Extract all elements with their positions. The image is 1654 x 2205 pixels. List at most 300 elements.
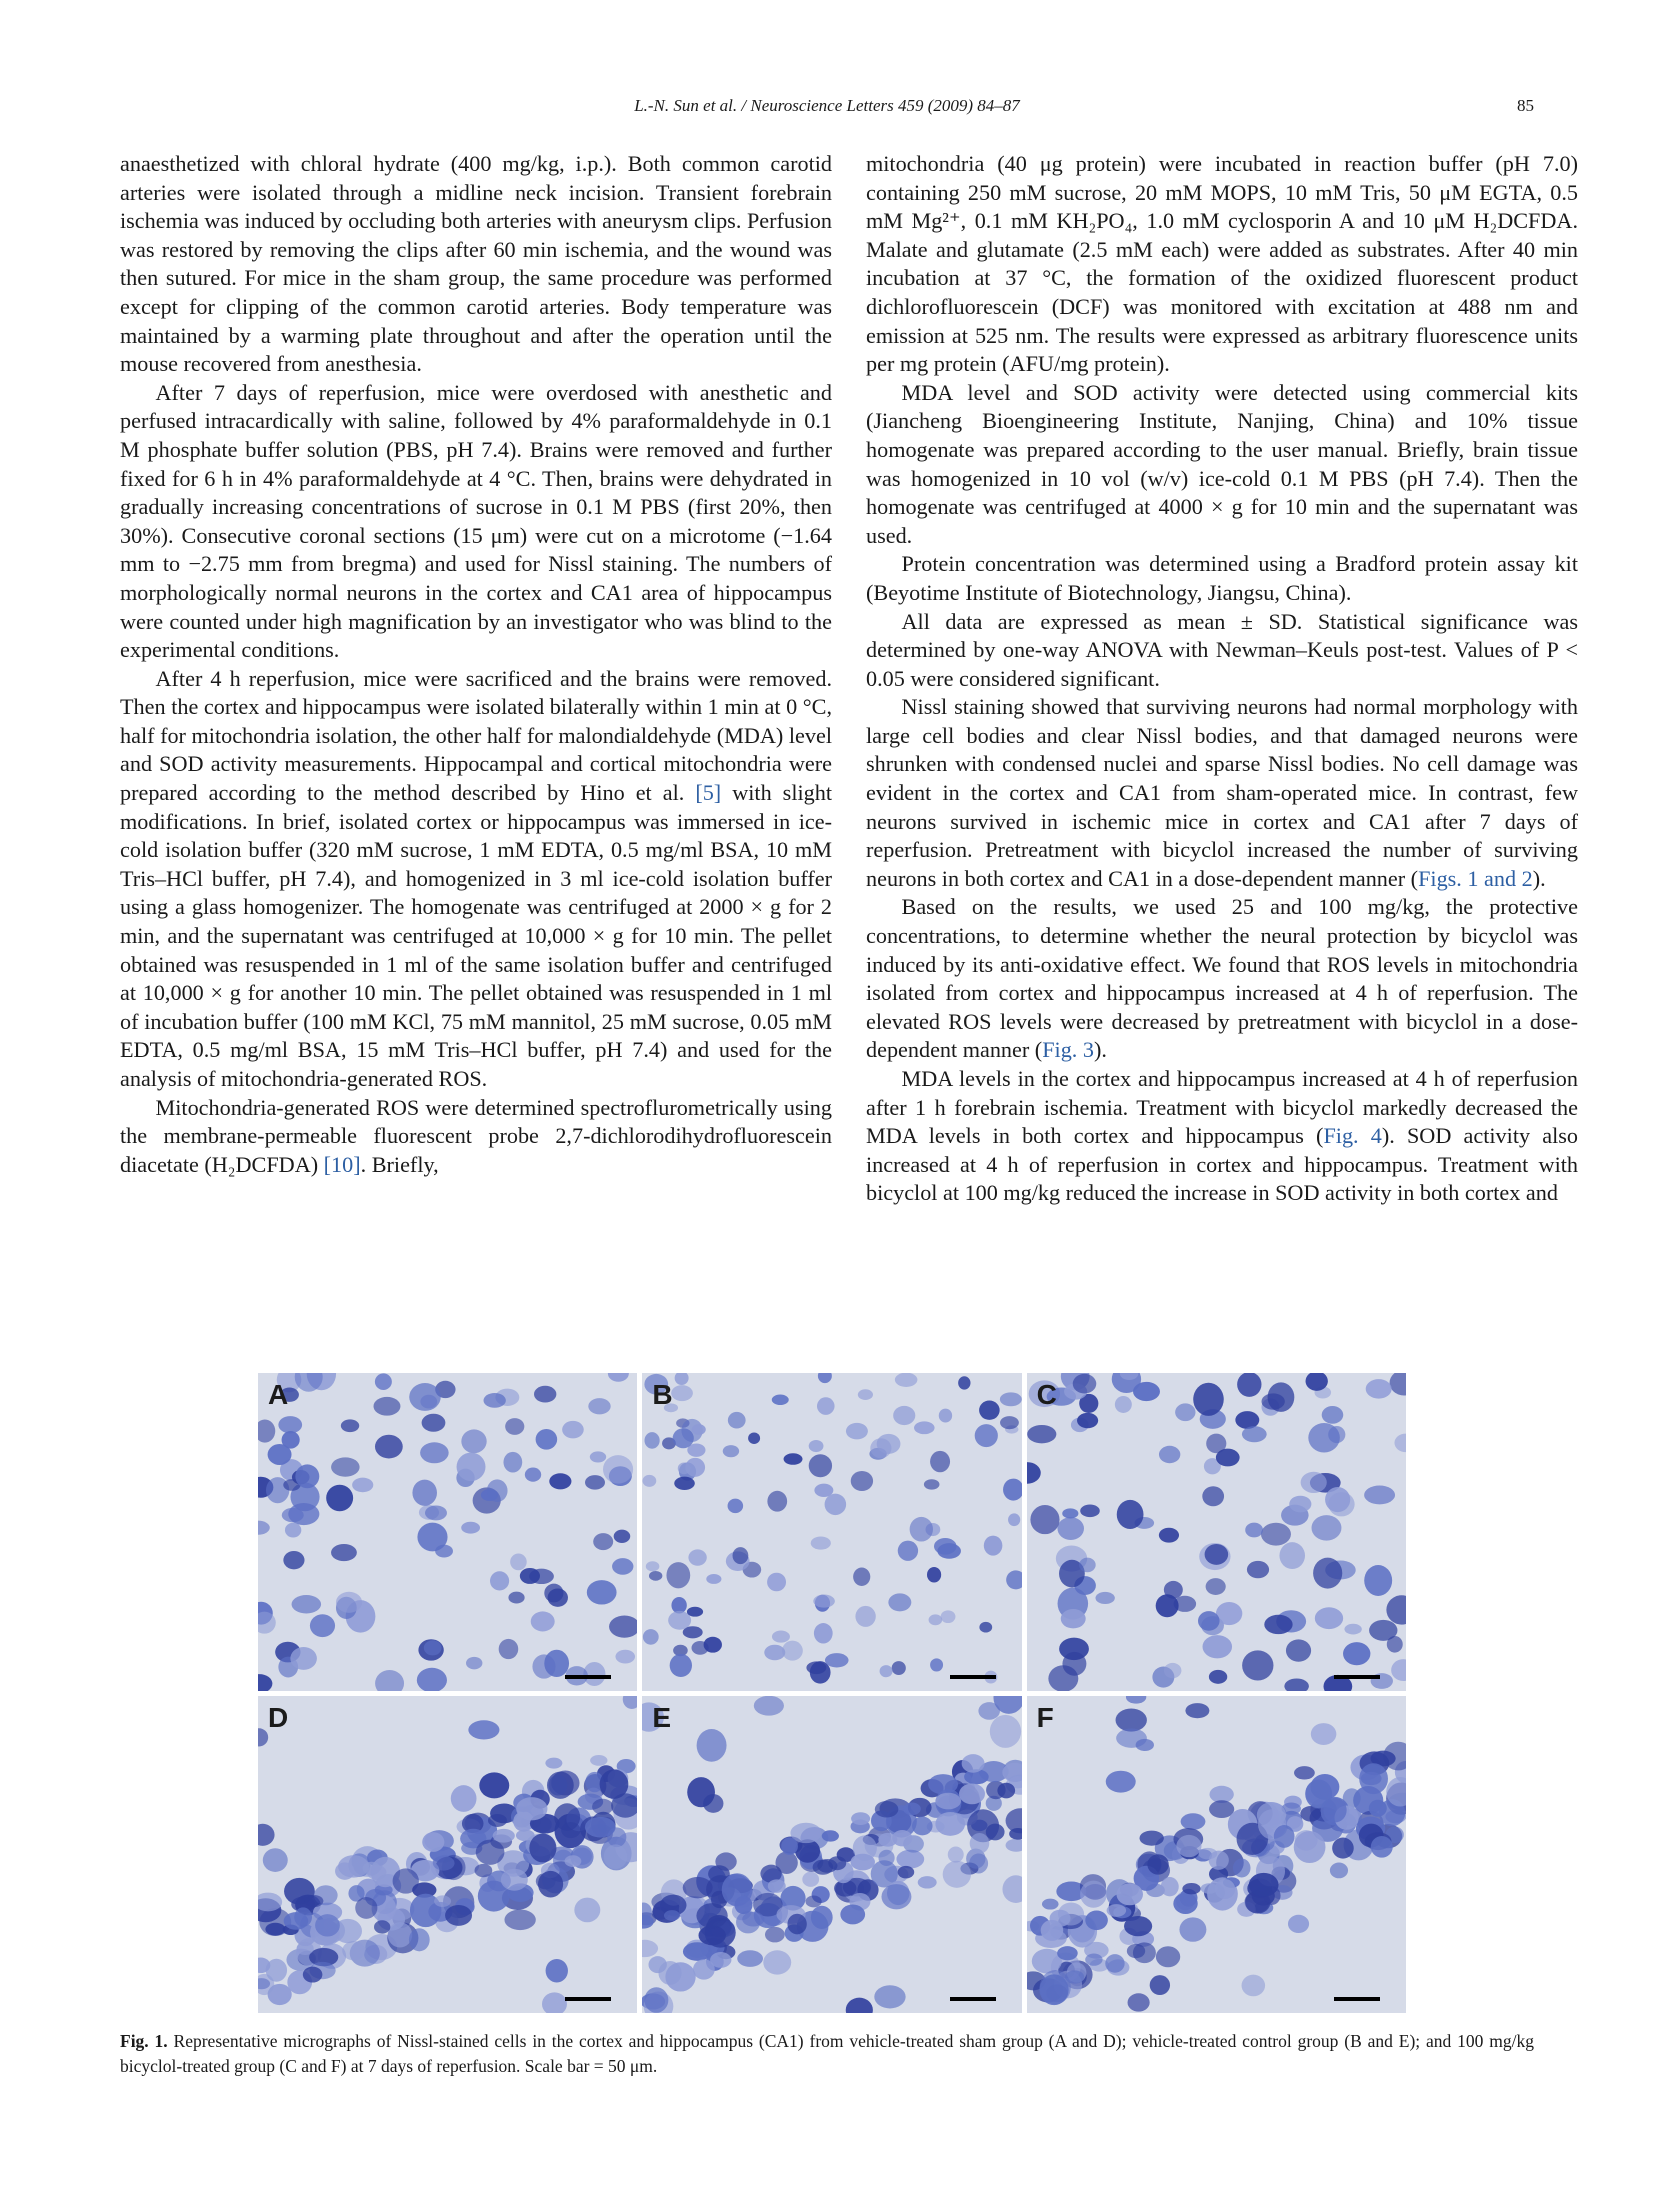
- stained-cell: [587, 1580, 617, 1604]
- stained-cell: [809, 1440, 824, 1452]
- stained-cell: [475, 1863, 493, 1876]
- stained-cell: [764, 1950, 792, 1974]
- stained-cell: [510, 1553, 527, 1570]
- micrograph-panel-c: [1027, 1373, 1406, 1691]
- paragraph-text: Nissl staining showed that surviving neurons had normal morphology with large cell bodies and clear Nissl bodies, and that damaged neurons were shrunken with condensed nuclei and sparse Nissl bodies. No cell damage was evident in the cortex and CA1 from sham-operated mice. In contrast, few neurons survived in ischemic mice in cortex and CA1 after 7 days of reperfusion. Pretreatment with bicyclol increased the number of surviving neurons in both cortex and CA1 in a dose-dependent manner (: [866, 694, 1578, 891]
- stained-cell: [1085, 1953, 1102, 1965]
- stained-cell: [375, 1435, 403, 1459]
- citation-link[interactable]: [10]: [323, 1151, 361, 1177]
- running-title: L.-N. Sun et al. / Neuroscience Letters 459 (2009) 84–87: [634, 96, 1020, 115]
- micrograph-image: [258, 1696, 637, 2014]
- stained-cell: [615, 1650, 635, 1664]
- scale-bar: [950, 1675, 996, 1679]
- stained-cell: [768, 1491, 788, 1512]
- stained-cell: [374, 1920, 390, 1933]
- stained-cell: [1359, 1763, 1388, 1794]
- stained-cell: [643, 1629, 659, 1645]
- stained-cell: [692, 1424, 706, 1435]
- micrograph-panel-a: [258, 1373, 637, 1691]
- stained-cell: [846, 1423, 868, 1440]
- stained-cell: [735, 1895, 753, 1913]
- stained-cell: [825, 1494, 847, 1515]
- stained-cell: [817, 1397, 835, 1415]
- stained-cell: [265, 1922, 285, 1935]
- stained-cell: [1343, 1642, 1370, 1665]
- stained-cell: [924, 1479, 940, 1489]
- stained-cell: [1164, 1663, 1182, 1678]
- stained-cell: [877, 1434, 901, 1454]
- stained-cell: [331, 1457, 360, 1476]
- stained-cell: [284, 1912, 309, 1930]
- stained-cell: [425, 1505, 447, 1520]
- stained-cell: [434, 1895, 451, 1907]
- stained-cell: [772, 1395, 789, 1406]
- stained-cell: [687, 1607, 703, 1617]
- stained-cell: [892, 1829, 912, 1845]
- stained-cell: [1330, 1862, 1348, 1878]
- stained-cell: [1147, 1854, 1168, 1874]
- stained-cell: [643, 1475, 657, 1487]
- stained-cell: [529, 1833, 556, 1862]
- stained-cell: [1241, 1974, 1265, 1996]
- stained-cell: [1027, 1425, 1056, 1443]
- stained-cell: [412, 1480, 437, 1506]
- stained-cell: [768, 1879, 786, 1893]
- micrograph-panel-d: [258, 1696, 637, 2014]
- stained-cell: [1368, 1799, 1386, 1816]
- stained-cell: [352, 1478, 373, 1493]
- stained-cell: [1175, 1403, 1195, 1421]
- stained-cell: [1149, 1975, 1169, 1995]
- stained-cell: [728, 1499, 744, 1514]
- stained-cell: [538, 1870, 563, 1897]
- stained-cell: [697, 1728, 727, 1761]
- stained-cell: [1179, 1917, 1206, 1941]
- stained-cell: [505, 1418, 524, 1435]
- stained-cell: [1204, 1544, 1228, 1565]
- paragraph-text: ). SOD activity also increased at 4 h of reperfusion in cortex and hippocampus. Treatment with bicyclol at 100 mg/kg reduced the increase in SOD activity in both cortex and: [866, 1123, 1578, 1206]
- stained-cell: [671, 1385, 693, 1401]
- stained-cell: [1245, 1523, 1263, 1538]
- stained-cell: [1286, 1639, 1311, 1661]
- stained-cell: [664, 1910, 680, 1921]
- stained-cell: [278, 1416, 302, 1433]
- stained-cell: [903, 1802, 921, 1815]
- stained-cell: [487, 1479, 508, 1502]
- stained-cell: [1173, 1892, 1197, 1913]
- stained-cell: [409, 1928, 430, 1951]
- paragraph: [120, 665, 832, 1094]
- stained-cell: [970, 1833, 990, 1854]
- stained-cell: [292, 1595, 322, 1613]
- stained-cell: [895, 1373, 918, 1387]
- stained-cell: [675, 1477, 696, 1490]
- stained-cell: [880, 1665, 893, 1677]
- stained-cell: [1182, 1883, 1200, 1894]
- stained-cell: [723, 1445, 739, 1457]
- stained-cell: [659, 1961, 682, 1985]
- stained-cell: [934, 1538, 957, 1555]
- stained-cell: [1321, 1406, 1343, 1424]
- paragraph-text: . Briefly,: [360, 1151, 439, 1177]
- stained-cell: [1072, 1374, 1096, 1394]
- stained-cell: [912, 1816, 933, 1835]
- stained-cell: [1206, 1434, 1226, 1454]
- stained-cell: [765, 1926, 785, 1942]
- stained-cell: [875, 1985, 906, 2008]
- paragraph: [120, 379, 832, 665]
- stained-cell: [355, 1897, 377, 1919]
- stained-cell: [980, 1622, 993, 1633]
- stained-cell: [930, 1451, 950, 1472]
- stained-cell: [445, 1905, 472, 1926]
- stained-cell: [851, 1812, 870, 1825]
- stained-cell: [1308, 1423, 1340, 1453]
- stained-cell: [409, 1383, 441, 1411]
- stained-cell: [263, 1848, 288, 1872]
- stained-cell: [283, 1551, 304, 1569]
- stained-cell: [743, 1911, 765, 1926]
- stained-cell: [936, 1811, 966, 1835]
- paragraph-text: with slight modifications. In brief, isolated cortex or hippocampus was immersed in ice-cold isolation buffer (320 mM sucrose, 1 mM EDTA, 0.5 mg/ml BSA, 10 mM Tris–HCl buffer, pH 7.4), and homogenized in 3 ml ice-cold isolation buffer using a glass homogenizer. The homogenate was centrifuged at 2000 × g for 2 min, and the supernatant was centrifuged at 10,000 × g for 10 min. The pellet obtained was resuspended in 1 ml of the same isolation buffer and centrifuged at 10,000 × g for another 10 min. The pellet obtained was resuspended in 1 ml of incubation buffer (100 mM KCl, 75 mM mannitol, 25 mM sucrose, 0.05 mM EDTA, 0.5 mg/ml BSA, 15 mM Tris–HCl buffer, pH 7.4) and used for the analysis of mitochondria-generated ROS.: [120, 780, 833, 1091]
- stained-cell: [479, 1772, 509, 1798]
- stained-cell: [373, 1397, 400, 1416]
- stained-cell: [948, 1846, 964, 1862]
- stained-cell: [546, 1958, 568, 1981]
- stained-cell: [699, 1925, 726, 1945]
- stained-cell: [476, 1839, 505, 1864]
- left-column: [120, 150, 832, 1179]
- stained-cell: [1065, 1970, 1084, 1983]
- stained-cell: [1209, 1800, 1234, 1818]
- stained-cell: [593, 1533, 613, 1550]
- stained-cell: [1202, 1486, 1224, 1506]
- stained-cell: [918, 1876, 937, 1888]
- panel-label: E: [652, 1701, 672, 1733]
- stained-cell: [1300, 1472, 1326, 1493]
- stained-cell: [683, 1942, 712, 1961]
- stained-cell: [290, 1647, 317, 1670]
- paragraph: anaesthetized with chloral hydrate (400 mg/kg, i.p.). Both common carotid arteries were isolated through a midline neck incision. Transient forebrain ischemia was induced by occluding both arteries with aneurysm clips. Perfusion was restored by removing the clips after 60 min ischemia, and the wound was then sutured. For mice in the sham group, the same procedure was performed except for clipping of the common carotid arteries. Body temperature was maintained by a warming plate throughout and after the operation until the mouse recovered from anesthesia.: [120, 151, 832, 377]
- stained-cell: [882, 1884, 912, 1909]
- stained-cell: [809, 1454, 832, 1477]
- stained-cell: [1261, 1523, 1291, 1546]
- scale-bar: [1334, 1997, 1380, 2001]
- stained-cell: [1139, 1830, 1163, 1845]
- stained-cell: [1242, 1426, 1267, 1442]
- stained-cell: [585, 1475, 605, 1490]
- stained-cell: [1323, 1797, 1346, 1822]
- stained-cell: [1085, 1910, 1108, 1930]
- figure-micrographs: [258, 1373, 1406, 2013]
- stained-cell: [645, 1987, 669, 2012]
- stained-cell: [772, 1631, 790, 1643]
- paragraph: [866, 1065, 1578, 1208]
- stained-cell: [941, 1610, 956, 1623]
- paragraph: All data are expressed as mean ± SD. Statistical significance was determined by one-way ANOVA with Newman–Keuls post-test. Values of P < 0.05 were considered significant.: [866, 608, 1578, 691]
- stained-cell: [433, 1855, 455, 1870]
- stained-cell: [818, 1858, 838, 1872]
- stained-cell: [1325, 1487, 1350, 1512]
- stained-cell: [788, 1913, 807, 1934]
- stained-cell: [1205, 1578, 1225, 1595]
- stained-cell: [1288, 1914, 1309, 1932]
- stained-cell: [683, 1876, 713, 1897]
- stained-cell: [420, 1442, 449, 1463]
- stained-cell: [990, 1714, 1021, 1747]
- stained-cell: [422, 1832, 444, 1852]
- stained-cell: [1116, 1883, 1143, 1905]
- stained-cell: [561, 1822, 580, 1838]
- stained-cell: [1176, 1834, 1201, 1856]
- stained-cell: [707, 1574, 722, 1584]
- stained-cell: [1116, 1500, 1143, 1529]
- stained-cell: [689, 1549, 707, 1565]
- stained-cell: [811, 1905, 833, 1928]
- stained-cell: [565, 1855, 582, 1867]
- stained-cell: [670, 1654, 692, 1677]
- stained-cell: [534, 1386, 556, 1403]
- stained-cell: [1314, 1607, 1342, 1629]
- stained-cell: [853, 1568, 870, 1586]
- stained-cell: [336, 1592, 362, 1613]
- stained-cell: [1313, 1558, 1342, 1589]
- stained-cell: [466, 1657, 482, 1670]
- stained-cell: [1233, 1858, 1251, 1877]
- stained-cell: [1242, 1650, 1273, 1680]
- stained-cell: [417, 1523, 447, 1552]
- stained-cell: [1289, 1496, 1311, 1513]
- scale-bar: [1334, 1675, 1380, 1679]
- stained-cell: [1077, 1413, 1098, 1428]
- paragraph: mitochondria (40 μg protein) were incubated in reaction buffer (pH 7.0) containing 250 mM sucrose, 20 mM MOPS, 10 mM Tris, 50 μM EGTA, 0.5 mM Mg²⁺, 0.1 mM KH₂PO₄, 1.0 mM cyclosporin A and 10 μM H₂DCFDA. Malate and glutamate (2.5 mM each) were added as substrates. After 40 min incubation at 37 °C, the formation of the oxidized fluorescent product dichlorofluorescein (DCF) was monitored with excitation at 488 nm and emission at 525 nm. The results were expressed as arbitrary fluorescence units per mg protein (AFU/mg protein).: [866, 151, 1578, 377]
- stained-cell: [1160, 1876, 1178, 1895]
- caption-text: Representative micrographs of Nissl-stained cells in the cortex and hippocampus (CA1) from vehicle-treated sham group (A and D); vehicle-treated control group (B and E); and 100 mg/kg bicyclol-treated group (C and F) at 7 days of reperfusion. Scale bar = 50 μm.: [120, 2031, 1534, 2076]
- stained-cell: [803, 1871, 820, 1886]
- stained-cell: [856, 1606, 876, 1627]
- stained-cell: [508, 1592, 524, 1604]
- stained-cell: [1364, 1565, 1392, 1596]
- stained-cell: [590, 1451, 606, 1462]
- stained-cell: [1247, 1561, 1269, 1578]
- stained-cell: [781, 1837, 798, 1855]
- stained-cell: [814, 1595, 836, 1608]
- stained-cell: [959, 1783, 985, 1804]
- stained-cell: [303, 1966, 323, 1982]
- micrograph-panel-b: [642, 1373, 1021, 1691]
- stained-cell: [892, 1661, 906, 1675]
- citation-link[interactable]: [5]: [695, 780, 722, 806]
- stained-cell: [1185, 1703, 1209, 1718]
- stained-cell: [697, 1903, 728, 1928]
- paragraph-text: MDA levels in the cortex and hippocampus increased at 4 h of reperfusion after 1 h forebrain ischemia. Treatment with bicyclol markedly decreased the MDA levels in both cortex and hippocampus (: [866, 1066, 1578, 1149]
- stained-cell: [984, 1536, 1003, 1556]
- stained-cell: [375, 1373, 392, 1390]
- stained-cell: [516, 1797, 547, 1820]
- stained-cell: [1193, 1383, 1224, 1416]
- paragraph: MDA level and SOD activity were detected using commercial kits (Jiancheng Bioengineering Institute, Nanjing, China) and 10% tissue homogenate was prepared according to the user manual. Briefly, brain tissue was homogenized in 10 vol (w/v) ice-cold 0.1 M PBS (pH 7.4). Then the homogenate was centrifuged at 4000 × g for 10 min and the supernatant was used.: [866, 379, 1578, 548]
- stained-cell: [929, 1614, 943, 1625]
- stained-cell: [549, 1473, 571, 1489]
- figure-link[interactable]: Figs. 1 and 2: [1418, 865, 1533, 891]
- micrograph-panel-e: [642, 1696, 1021, 2014]
- stained-cell: [1164, 1581, 1183, 1599]
- stained-cell: [1311, 1515, 1341, 1540]
- stained-cell: [738, 1950, 764, 1967]
- stained-cell: [1008, 1513, 1020, 1526]
- stained-cell: [703, 1794, 723, 1813]
- paragraph-text: After 4 h reperfusion, mice were sacrificed and the brains were removed. Then the cortex and hippocampus were isolated bilaterally within 1 min at 0 °C, half for mitochondria isolation, the other half for malondialdehyde (MDA) level and SOD activity measurements. Hippocampal and cortical mitochondria were prepared according to the method described by Hino et al.: [120, 665, 832, 806]
- stained-cell: [898, 1865, 915, 1878]
- stained-cell: [1202, 1635, 1232, 1658]
- page-number: 85: [1517, 96, 1534, 115]
- stained-cell: [646, 1561, 660, 1571]
- stained-cell: [782, 1641, 803, 1661]
- stained-cell: [767, 1573, 786, 1592]
- stained-cell: [532, 1654, 555, 1678]
- stained-cell: [1364, 1486, 1395, 1505]
- stained-cell: [1279, 1542, 1305, 1569]
- paragraph-text: After 7 days of reperfusion, mice were overdosed with anesthetic and perfused intracardically with saline, followed by 4% paraformaldehyde in 0.1 M phosphate buffer solution (PBS, pH 7.4). Brains were removed and further fixed for 6 h in 4% paraformaldehyde at 4 °C. Then, brains were dehydrated in gradually increasing concentrations of sucrose in 0.1 M PBS (first 20%, then 30%). Consecutive coronal sections (15 μm) were cut on a microtome (−1.64 mm to −2.75 mm from bregma) and used for Nissl staining. The numbers of morphologically normal neurons in the cortex and CA1 area of hippocampus were counted under high magnification by an investigator who was blind to the experimental conditions.: [120, 379, 832, 663]
- stained-cell: [1237, 1373, 1261, 1397]
- paragraph-text: ).: [1094, 1037, 1107, 1063]
- stained-cell: [1294, 1766, 1315, 1779]
- micrograph-image: [642, 1373, 1021, 1691]
- stained-cell: [547, 1771, 574, 1798]
- stained-cell: [678, 1462, 691, 1474]
- stained-cell: [1248, 1872, 1278, 1896]
- scale-bar: [565, 1997, 611, 2001]
- stained-cell: [1216, 1602, 1242, 1625]
- paragraph: [120, 1094, 832, 1180]
- stained-cell: [493, 1828, 515, 1842]
- stained-cell: [1133, 1382, 1160, 1401]
- stained-cell: [710, 1952, 731, 1968]
- stained-cell: [393, 1868, 419, 1893]
- stained-cell: [525, 1468, 541, 1482]
- stained-cell: [614, 1530, 631, 1543]
- stained-cell: [1106, 1904, 1126, 1917]
- micrograph-panel-f: [1027, 1696, 1406, 2014]
- stained-cell: [733, 1547, 749, 1564]
- micrograph-image: [258, 1373, 637, 1691]
- stained-cell: [667, 1562, 691, 1588]
- paragraph: [866, 893, 1578, 1065]
- stained-cell: [1040, 1919, 1063, 1940]
- stained-cell: [1208, 1850, 1228, 1869]
- stained-cell: [282, 1508, 304, 1522]
- figure-caption: [120, 2029, 1534, 2079]
- stained-cell: [545, 1757, 562, 1768]
- stained-cell: [1115, 1708, 1146, 1731]
- stained-cell: [1030, 1505, 1059, 1534]
- panel-label: B: [652, 1379, 673, 1410]
- stained-cell: [590, 1755, 607, 1766]
- stained-cell: [893, 1406, 915, 1425]
- stained-cell: [1264, 1615, 1292, 1634]
- stained-cell: [266, 1958, 287, 1981]
- stained-cell: [1116, 1728, 1147, 1747]
- stained-cell: [295, 1464, 319, 1488]
- stained-cell: [975, 1424, 998, 1447]
- stained-cell: [604, 1844, 628, 1869]
- stained-cell: [341, 1419, 359, 1432]
- stained-cell: [468, 1720, 499, 1739]
- paragraph-text: ).: [1532, 865, 1546, 891]
- stained-cell: [962, 1754, 985, 1773]
- stained-cell: [815, 1484, 834, 1497]
- scale-bar: [950, 1997, 996, 2001]
- stained-cell: [315, 1914, 340, 1936]
- stained-cell: [1039, 1974, 1068, 2005]
- stained-cell: [1105, 1770, 1135, 1792]
- stained-cell: [484, 1393, 506, 1408]
- stained-cell: [588, 1398, 610, 1414]
- stained-cell: [645, 1432, 660, 1449]
- stained-cell: [1080, 1880, 1107, 1907]
- stained-cell: [422, 1414, 446, 1432]
- panel-label: D: [268, 1701, 289, 1733]
- stained-cell: [1198, 1611, 1220, 1631]
- stained-cell: [914, 1421, 935, 1434]
- stained-cell: [875, 1800, 899, 1817]
- paragraph-text: Based on the results, we used 25 and 100 mg/kg, the protective concentrations, to determine whether the neural protection by bicyclol was induced by its anti-oxidative effect. We found that ROS levels in mitochondria isolated from cortex and hippocampus increased at 4 h of reperfusion. The elevated ROS levels were decreased by pretreatment with bicyclol in a dose-dependent manner (: [866, 894, 1578, 1063]
- stained-cell: [889, 1593, 912, 1611]
- stained-cell: [592, 1798, 613, 1814]
- stained-cell: [858, 1389, 873, 1400]
- stained-cell: [897, 1849, 925, 1868]
- panel-label: C: [1036, 1379, 1057, 1410]
- stained-cell: [285, 1523, 301, 1538]
- stained-cell: [531, 1611, 555, 1631]
- stained-cell: [784, 1453, 803, 1465]
- stained-cell: [986, 1823, 1005, 1840]
- stained-cell: [574, 1897, 600, 1922]
- stained-cell: [1000, 1392, 1021, 1406]
- stained-cell: [499, 1639, 519, 1659]
- stained-cell: [851, 1853, 876, 1870]
- stained-cell: [310, 1614, 335, 1637]
- stained-cell: [268, 1444, 292, 1465]
- stained-cell: [1057, 1517, 1084, 1540]
- stained-cell: [1079, 1558, 1096, 1573]
- stained-cell: [728, 1412, 746, 1429]
- stained-cell: [806, 1895, 822, 1907]
- figure-link[interactable]: Fig. 4: [1323, 1123, 1382, 1149]
- stained-cell: [424, 1640, 442, 1655]
- stained-cell: [562, 1421, 584, 1439]
- stained-cell: [1105, 1954, 1124, 1973]
- stained-cell: [1127, 1993, 1149, 2011]
- stained-cell: [979, 1401, 1000, 1420]
- stained-cell: [807, 1661, 827, 1674]
- panel-label: A: [268, 1379, 289, 1410]
- stained-cell: [649, 1571, 662, 1581]
- right-column: [866, 150, 1578, 1208]
- stained-cell: [910, 1517, 933, 1542]
- paragraph: [866, 693, 1578, 893]
- stained-cell: [536, 1429, 558, 1450]
- stained-cell: [457, 1453, 486, 1482]
- micrograph-image: [1027, 1373, 1406, 1691]
- figure-link[interactable]: Fig. 3: [1042, 1037, 1094, 1063]
- stained-cell: [851, 1471, 873, 1491]
- stained-cell: [811, 1537, 831, 1550]
- stained-cell: [1159, 1446, 1180, 1463]
- stained-cell: [1370, 1836, 1392, 1858]
- stained-cell: [1156, 1946, 1180, 1967]
- stained-cell: [814, 1623, 833, 1643]
